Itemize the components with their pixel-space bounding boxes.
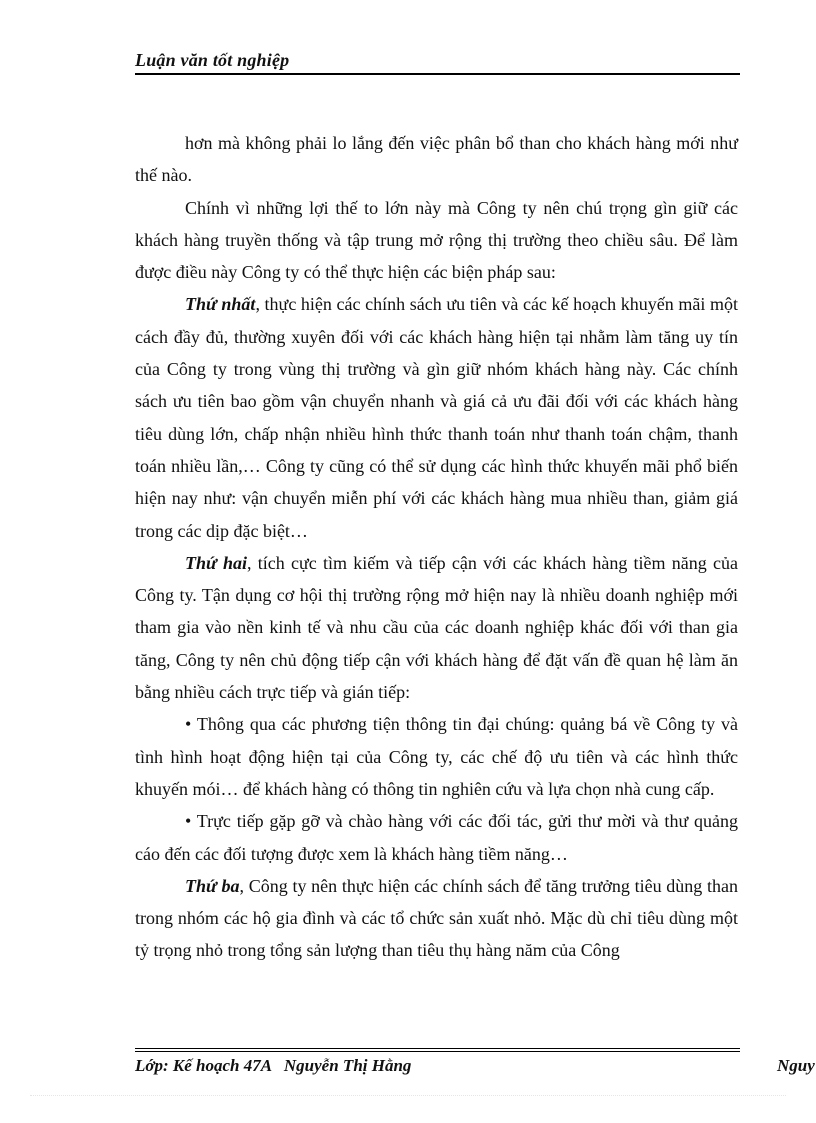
bullet-paragraph-1: • Thông qua các phương tiện thông tin đại chúng: quảng bá về Công ty và tình hình hoạt động hiện tại của Công ty, các chế độ ưu tiên và các hình thức khuyến mói… để khách hàng có thông tin nghiên cứu và lựa chọn nhà cung cấp. [135, 714, 738, 799]
paragraph-4-text: , tích cực tìm kiếm và tiếp cận với các khách hàng tiềm năng của Công ty. Tận dụng cơ hội thị trường rộng mở hiện nay là nhiều doanh nghiệp mới tham gia vào nền kinh tế và nhu cầu của các doanh nghiệp khác đối với than gia tăng, Công ty nên chủ động tiếp cận với khách hàng để đặt vấn đề quan hệ làm ăn bằng nhiều cách trực tiếp và gián tiếp: [135, 552, 738, 703]
page-bottom-divider [30, 1095, 786, 1096]
bullet-paragraph-2: • Trực tiếp gặp gỡ và chào hàng với các đối tác, gửi thư mời và thư quảng cáo đến các đối tượng được xem là khách hàng tiềm năng… [135, 811, 738, 864]
paragraph-3 [135, 288, 738, 546]
paragraph-2: Chính vì những lợi thế to lớn này mà Công ty nên chú trọng gìn giữ các khách hàng truyền thống và tập trung mở rộng thị trường theo chiều sâu. Để làm được điều này Công ty có thể thực hiện các biện pháp sau: [135, 197, 738, 283]
footer-rule-top [135, 1048, 740, 1049]
paragraph-1: hơn mà không phải lo lắng đến việc phân bổ than cho khách hàng mới như thế nào. [135, 133, 738, 186]
paragraph-4-lead: Thứ hai [185, 552, 248, 573]
paragraph-4 [135, 547, 738, 708]
paragraph-7 [135, 870, 738, 967]
header-title: Luận văn tốt nghiệp [135, 50, 290, 70]
footer-author-truncated: Nguy [777, 1056, 815, 1075]
footer-rule-bottom [135, 1051, 740, 1052]
paragraph-3-lead: Thứ nhất [185, 294, 256, 315]
page-header [135, 47, 740, 75]
paragraph-7-lead: Thứ ba [185, 875, 240, 896]
footer-class-author: Lớp: Kế hoạch 47A Nguyễn Thị Hằng [135, 1056, 412, 1075]
page-body [135, 127, 738, 967]
paragraph-7-text: , Công ty nên thực hiện các chính sách để tăng trưởng tiêu dùng than trong nhóm các hộ gia đình và các tổ chức sản xuất nhỏ. Mặc dù chỉ tiêu dùng một tỷ trọng nhỏ trong tổng sản lượng than tiêu thụ hàng năm của Công [135, 875, 738, 961]
paragraph-3-text: , thực hiện các chính sách ưu tiên và các kế hoạch khuyến mãi một cách đầy đủ, thường xuyên đối với các khách hàng hiện tại nhằm làm tăng uy tín của Công ty trong vùng thị trường và gìn giữ nhóm khách hàng này. Các chính sách ưu tiên bao gồm vận chuyển nhanh và giá cả ưu đãi đối với các khách hàng tiêu dùng lớn, chấp nhận nhiều hình thức thanh toán như thanh toán chậm, thanh toán nhiều lần,… Công ty cũng có thể sử dụng các hình thức khuyến mãi phổ biến hiện nay như: vận chuyển miễn phí với các khách hàng mua nhiều than, giảm giá trong các dịp đặc biệt… [135, 294, 738, 541]
